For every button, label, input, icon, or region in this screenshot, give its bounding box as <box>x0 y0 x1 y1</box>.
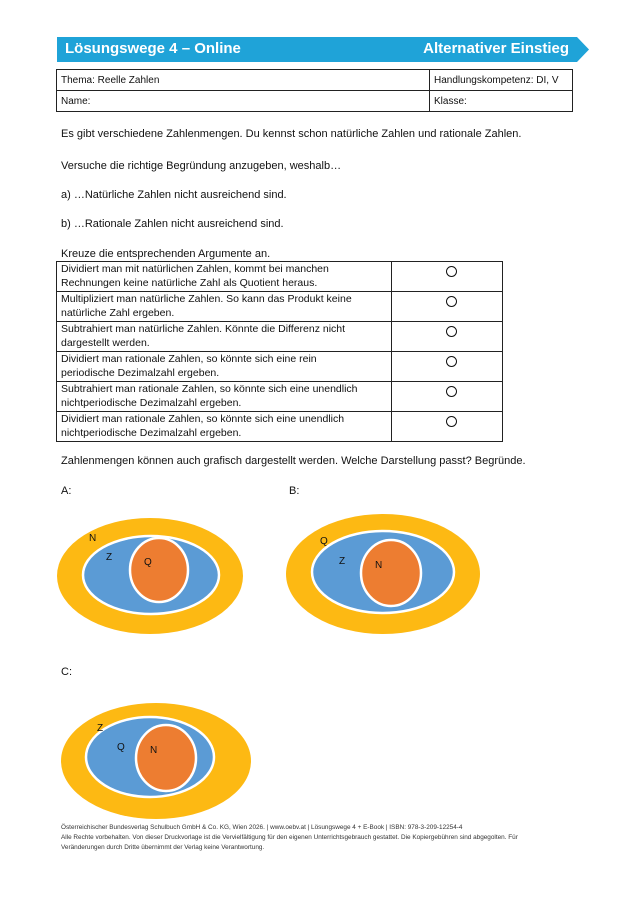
header-left-title: Lösungswege 4 – Online <box>65 40 241 57</box>
argument-line: Dividiert man rationale Zahlen, so könnte sich eine rein <box>61 353 317 365</box>
thema-cell: Thema: Reelle Zahlen <box>57 70 430 91</box>
kompetenz-cell: Handlungskompetenz: DI, V <box>430 70 573 91</box>
argument-table <box>56 261 503 442</box>
venn-diagram-c <box>58 700 254 822</box>
outer-set-label: Z <box>97 723 104 734</box>
inner-set <box>136 725 196 791</box>
inner-set-label: Q <box>144 557 152 568</box>
table-row <box>57 322 503 352</box>
argument-line: Rechnungen keine natürliche Zahl als Quotient heraus. <box>61 276 318 289</box>
table-row <box>57 382 503 412</box>
question-a: a) …Natürliche Zahlen nicht ausreichend sind. <box>61 189 287 201</box>
radio-button[interactable] <box>446 326 457 337</box>
intro-line-2: Versuche die richtige Begründung anzugeben, weshalb… <box>61 160 342 172</box>
header-right-title: Alternativer Einstieg <box>423 40 569 57</box>
argument-line: natürliche Zahl ergeben. <box>61 306 175 319</box>
radio-button[interactable] <box>446 296 457 307</box>
footer-line: Alle Rechte vorbehalten. Von dieser Druckvorlage ist die Vervielfältigung für den eigenen Unterrichtsgebrauch gestattet. Die Kopiergebühren sind abgegolten. Für <box>61 834 518 841</box>
footer-line: Veränderungen durch Dritte übernimmt der Verlag keine Verantwortung. <box>61 844 265 851</box>
label-b: B: <box>289 485 300 497</box>
argument-line: dargestellt werden. <box>61 336 150 349</box>
name-field[interactable]: Name: <box>57 91 430 112</box>
kreuze-instruction: Kreuze die entsprechenden Argumente an. <box>61 248 271 260</box>
middle-set-label: Z <box>339 556 346 567</box>
argument-line: periodische Dezimalzahl ergeben. <box>61 366 220 379</box>
table-row <box>57 292 503 322</box>
argument-line: Subtrahiert man natürliche Zahlen. Könnte die Differenz nicht <box>61 323 346 335</box>
label-c: C: <box>61 666 72 678</box>
outer-set-label: Q <box>320 536 328 547</box>
radio-button[interactable] <box>446 416 457 427</box>
question-b: b) …Rationale Zahlen nicht ausreichend sind. <box>61 218 284 230</box>
outer-set-label: N <box>89 533 97 544</box>
graphic-question: Zahlenmengen können auch grafisch dargestellt werden. Welche Darstellung passt? Begründe. <box>61 455 526 467</box>
middle-set-label: Q <box>117 742 125 753</box>
label-a: A: <box>61 485 72 497</box>
inner-set-label: N <box>375 560 383 571</box>
middle-set-label: Z <box>106 552 113 563</box>
radio-button[interactable] <box>446 266 457 277</box>
inner-set <box>361 540 421 606</box>
footer-line: Österreichischer Bundesverlag Schulbuch GmbH & Co. KG, Wien 2026. | www.oebv.at | Lösungswege 4 + E-Book | ISBN: 978-3-209-12254-4 <box>61 824 463 831</box>
argument-line: nichtperiodische Dezimalzahl ergeben. <box>61 396 242 409</box>
intro-line-1: Es gibt verschiedene Zahlenmengen. Du kennst schon natürliche Zahlen und rationale Zahlen. <box>61 128 522 140</box>
table-row <box>57 262 503 292</box>
argument-line: Dividiert man rationale Zahlen, so könnte sich eine unendlich <box>61 413 345 425</box>
venn-diagram-a <box>54 515 246 637</box>
table-row <box>57 352 503 382</box>
inner-set-label: N <box>150 745 158 756</box>
footer <box>61 823 518 853</box>
klasse-field[interactable]: Klasse: <box>430 91 573 112</box>
info-table <box>56 69 573 112</box>
argument-line: Dividiert man mit natürlichen Zahlen, kommt bei manchen <box>61 263 329 275</box>
radio-button[interactable] <box>446 386 457 397</box>
argument-line: nichtperiodische Dezimalzahl ergeben. <box>61 426 242 439</box>
radio-button[interactable] <box>446 356 457 367</box>
header-banner <box>57 37 585 62</box>
argument-line: Multipliziert man natürliche Zahlen. So kann das Produkt keine <box>61 293 352 305</box>
table-row <box>57 412 503 442</box>
venn-diagram-b <box>283 510 483 638</box>
inner-set <box>130 538 188 602</box>
argument-line: Subtrahiert man rationale Zahlen, so könnte sich eine unendlich <box>61 383 358 395</box>
